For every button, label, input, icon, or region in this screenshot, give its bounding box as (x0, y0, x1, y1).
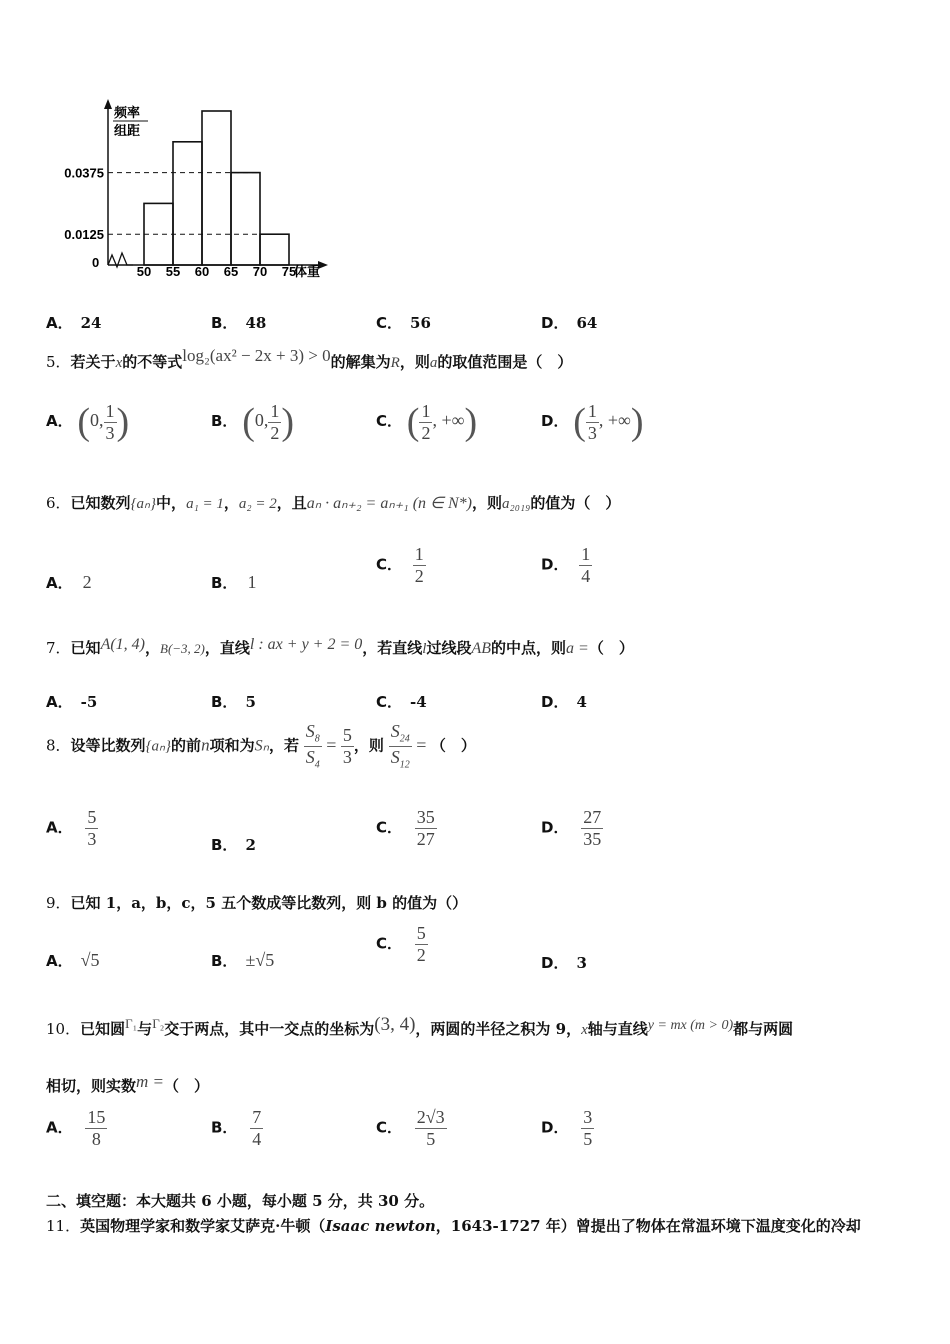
q4-option-a[interactable] (46, 312, 101, 333)
recurrence: aₙ · aₙ₊₂ = aₙ₊₁ (n ∈ N*) (306, 495, 472, 512)
section-heading: 二、填空题：本大题共 6 小题，每小题 5 分，共 30 分。 (46, 1192, 435, 1210)
q10-option-b[interactable]: B． $\frac{7}{4}$ (211, 1107, 262, 1149)
ratio-question: $\frac{S_{24}}{S_{12}}$ = (390, 721, 431, 771)
question-10-stem: 10．已知圆Γ₁与Γ₂交于两点，其中一交点的坐标为(3, 4)，两圆的半径之积为 9，x轴与直线y = mx (m > 0)都与两圆 (46, 1014, 794, 1038)
x-tick-label: 60 (194, 264, 210, 279)
option-value: (0, $\frac{1}{3}$ ) (77, 400, 130, 443)
y-axis-arrow (104, 99, 112, 109)
q9-option-c[interactable]: C． $\frac{5}{2}$ (376, 923, 426, 965)
question-7-stem: 7．已知A(1, 4)，B(−3, 2)，直线l : ax + y + 2 = 0，若直线l过线段AB的中点，则a =（ ） (46, 636, 634, 657)
q6-option-b[interactable]: B． 1 (211, 572, 257, 592)
option-value: 48 (245, 314, 267, 332)
q10-option-c[interactable]: C． $\frac{2√3}{5}$ (376, 1107, 445, 1149)
y-tick-label: 0.0375 (64, 165, 104, 181)
question-6-stem: 6．已知数列{aₙ}中，a₁ = 1，a₂ = 2，且aₙ · aₙ₊₂ = aₙ₊₁ (n ∈ N*)，则a₂₀₁₉的值为（ ） (46, 494, 621, 512)
option-label: A． (46, 314, 73, 332)
option-label: B． (211, 314, 238, 332)
histogram-bar (173, 142, 202, 265)
frequency-histogram (40, 95, 340, 285)
x-tick-label: 75 (281, 264, 297, 279)
option-value: 64 (576, 314, 598, 332)
histogram-bar (260, 234, 289, 265)
option-value: $\frac{5}{2}$ (416, 923, 426, 965)
question-number: 5． (46, 353, 71, 371)
option-value: $\frac{7}{4}$ (252, 1107, 262, 1149)
x-axis-label: 体重 (294, 264, 321, 279)
zero-label: 0 (92, 255, 100, 270)
q10-option-d[interactable]: D． $\frac{3}{5}$ (541, 1107, 593, 1149)
option-value: $\frac{15}{8}$ (87, 1107, 106, 1149)
q9-option-a[interactable]: A． √5 (46, 950, 100, 970)
q7-option-a[interactable]: A． -5 (46, 693, 98, 711)
question-10-stem-line2: 相切，则实数m =（ ） (46, 1072, 210, 1095)
x-tick-label: 70 (252, 264, 268, 279)
option-value: $\frac{5}{3}$ (87, 807, 97, 849)
x-tick-label: 50 (136, 264, 152, 279)
histogram-bar (231, 173, 260, 265)
option-value: $\frac{35}{27}$ (416, 807, 435, 849)
question-9-stem: 9．已知 1，a，b，c，5 五个数成等比数列，则 b 的值为（） (46, 894, 468, 912)
option-value: $\frac{1}{2}$ (414, 544, 424, 586)
y-label-bottom: 组距 (114, 123, 141, 138)
q5-option-c[interactable]: C． ( $\frac{1}{2}$ , +∞) (376, 400, 478, 443)
ratio-condition: $\frac{S_8}{S_4}$ = $\frac{5}{3}$ (305, 721, 352, 771)
q4-option-b[interactable] (211, 312, 266, 333)
option-value: $\frac{3}{5}$ (583, 1107, 593, 1149)
question-11-stem: 11．英国物理学家和数学家艾萨克·牛顿（Isaac newton，1643-1727 年）曾提出了物体在常温环境下温度变化的冷却 (46, 1217, 861, 1235)
y-tick-label: 0.0125 (64, 227, 104, 243)
q4-option-d[interactable] (541, 312, 597, 333)
q10-option-a[interactable]: A． $\frac{15}{8}$ (46, 1107, 106, 1149)
q8-option-b[interactable]: B． 2 (211, 836, 256, 854)
q4-option-c[interactable] (376, 312, 431, 333)
option-label: C． (376, 314, 403, 332)
q9-option-d[interactable]: D． 3 (541, 954, 587, 972)
option-value: $\frac{27}{35}$ (583, 807, 602, 849)
option-value: $\frac{1}{4}$ (581, 544, 591, 586)
option-value: ( $\frac{1}{2}$ , +∞) (406, 400, 478, 443)
option-value: $\frac{2√3}{5}$ (416, 1107, 445, 1149)
q6-option-c[interactable]: C． $\frac{1}{2}$ (376, 544, 424, 586)
option-value: ( $\frac{1}{3}$ , +∞) (573, 400, 644, 443)
q8-option-d[interactable]: D． $\frac{27}{35}$ (541, 807, 602, 849)
question-8-stem: 8．设等比数列{aₙ}的前n项和为Sₙ，若 $\frac{S_8}{S_4}$ = $\frac{5}{3}$ ，则 $\frac{S_{24}}{S_{12}}$ = （ ） (46, 721, 476, 771)
q5-option-d[interactable]: D． ( $\frac{1}{3}$ , +∞) (541, 400, 644, 443)
q7-option-b[interactable]: B． 5 (211, 693, 256, 711)
option-value: 56 (410, 314, 431, 332)
option-label: D． (541, 314, 569, 332)
log-inequality: log₂(ax² − 2x + 3) > 0 (182, 346, 331, 365)
x-tick-label: 65 (223, 264, 239, 279)
q7-option-c[interactable]: C． -4 (376, 693, 427, 711)
q6-option-d[interactable]: D． $\frac{1}{4}$ (541, 544, 591, 586)
question-5-stem: 5．若关于x的不等式log₂(ax² − 2x + 3) > 0的解集为R，则a的取值范围是（ ） (46, 346, 573, 371)
q8-option-c[interactable]: C． $\frac{35}{27}$ (376, 807, 435, 849)
histogram-bar (202, 111, 231, 265)
option-value: 24 (80, 314, 102, 332)
q5-option-b[interactable]: B． (0, $\frac{1}{2}$ ) (211, 400, 295, 443)
q5-option-a[interactable]: A． (0, $\frac{1}{3}$ ) (46, 400, 130, 443)
q7-option-d[interactable]: D． 4 (541, 693, 587, 711)
option-value: (0, $\frac{1}{2}$ ) (242, 400, 295, 443)
y-label-top: 频率 (114, 105, 141, 120)
q6-option-a[interactable]: A． 2 (46, 572, 92, 592)
q8-option-a[interactable]: A． $\frac{5}{3}$ (46, 807, 97, 849)
x-tick-label: 55 (165, 264, 181, 279)
q9-option-b[interactable]: B． ±√5 (211, 950, 275, 970)
